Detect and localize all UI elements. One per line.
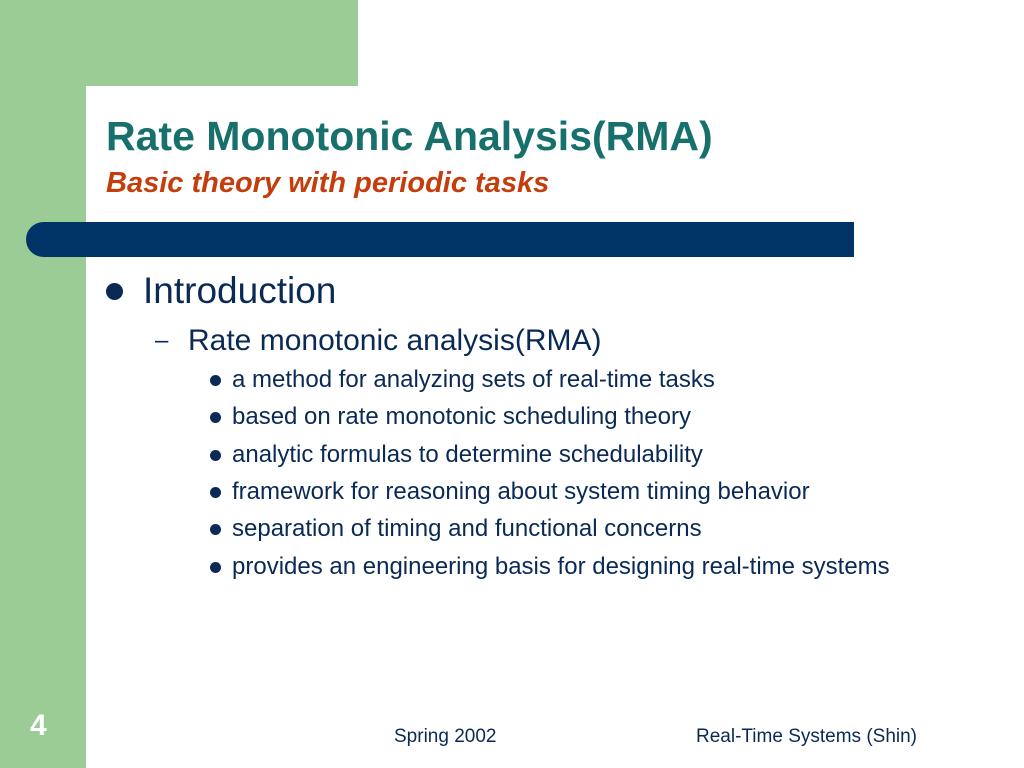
bullet-dot-icon [210,375,221,386]
left-green-frame [0,0,86,768]
bullet-level1: Introduction [143,270,337,311]
list-item-text: a method for analyzing sets of real-time tasks [232,366,715,393]
bullet-dot-icon [210,487,221,498]
list-item [232,402,952,432]
list-item [232,477,952,507]
list-item [232,552,912,582]
footer-date: Spring 2002 [394,726,497,747]
slide-title: Rate Monotonic Analysis(RMA) [106,113,713,159]
list-item-text: provides an engineering basis for designing real-time systems [232,553,890,580]
top-green-frame [0,0,358,86]
list-item [232,440,952,470]
bullet-dot-icon [210,562,221,573]
bullet-dot-icon [210,524,221,535]
slide-subtitle: Basic theory with periodic tasks [106,167,550,199]
bullet-level2: Rate monotonic analysis(RMA) [188,324,602,357]
list-item-text: separation of timing and functional concerns [232,515,702,542]
footer-course: Real-Time Systems (Shin) [696,726,918,747]
slide-number: 4 [30,709,47,742]
bullet-dot-icon [210,412,221,423]
list-item [232,365,952,395]
bullet-dot-icon [210,450,221,461]
dash-bullet-icon: – [155,327,169,354]
list-item-text: analytic formulas to determine schedulability [232,441,703,468]
list-item [232,514,952,544]
title-divider-bar [26,222,854,257]
list-item-text: based on rate monotonic scheduling theory [232,403,691,430]
list-item-text: framework for reasoning about system timing behavior [232,478,810,505]
bullet-dot-icon [106,283,123,300]
